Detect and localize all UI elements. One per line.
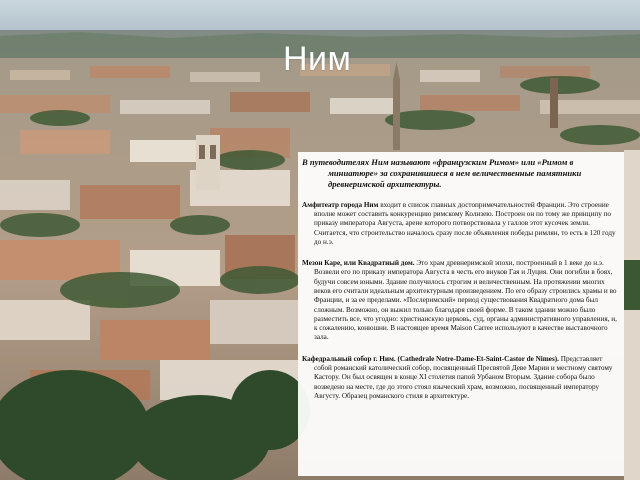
paragraph-amphitheatre xyxy=(302,201,622,247)
paragraph-body: Это храм древнеримской эпохи, построенный в 1 веке до н.э. Возвели его по приказу императора Августа в честь его внуков Гая и Луция. Они погибли в боях, будучи совсем юными. Здание получилось строгим и величественным. На протяжении многих веков его считали идеальным архитектурным произведением. По его образу строились храмы и во Франции, и за ее пределами. «Послеримский» период существования Квадратного дома был сложным. Возможно, он выжил только благодаря своей форме. В таком здании можно было разместить все, что угодно: христианскую церковь, суд, органы административного управления, и, к сожалению, конюшни. В настоящее время Maison Carree используют в качестве выставочного зала. xyxy=(314,259,617,342)
intro-paragraph: В путеводителях Ним называют «французским Римом» или «Римом в миниатюре» за сохранившиеся в нем величественные памятники древнеримской архитектуры. xyxy=(302,157,582,190)
paragraph-body: входит в список главных достопримечательностей Франции. Это строение вполне может составить конкуренцию римскому Колизею. Построен он по тому же принципу по приказу императора Августа, арене которого потворствовала у галлов этот кусочек земли. Считается, что строительство началось сразу после объявления победы римлян, то есть в 120 году до н.э. xyxy=(314,200,616,246)
paragraph-body: Представляет собой романский католический собор, посвященный Пресвятой Деве Марии и местному святому Кастору. Он был освящен в конце XI столетия папой Урбаном Вторым. Здание собора было возведено на месте, где до этого стоял языческий храм, возможно, посвященный императору Августу. Образец романского стиля в архитектуре. xyxy=(314,354,613,400)
paragraph-heading: Амфитеатр города Ним xyxy=(302,200,379,209)
paragraph-heading: Мезон Каре, или Квадратный дом. xyxy=(302,259,415,268)
paragraph-heading: Кафедральный собор г. Ним. (Cathedrale Notre-Dame-Et-Saint-Castor de Nimes). xyxy=(302,354,559,363)
text-panel xyxy=(298,152,624,476)
paragraph-cathedral xyxy=(302,355,622,401)
slide-title: Ним xyxy=(283,40,352,78)
paragraph-maison-carree xyxy=(302,259,622,343)
